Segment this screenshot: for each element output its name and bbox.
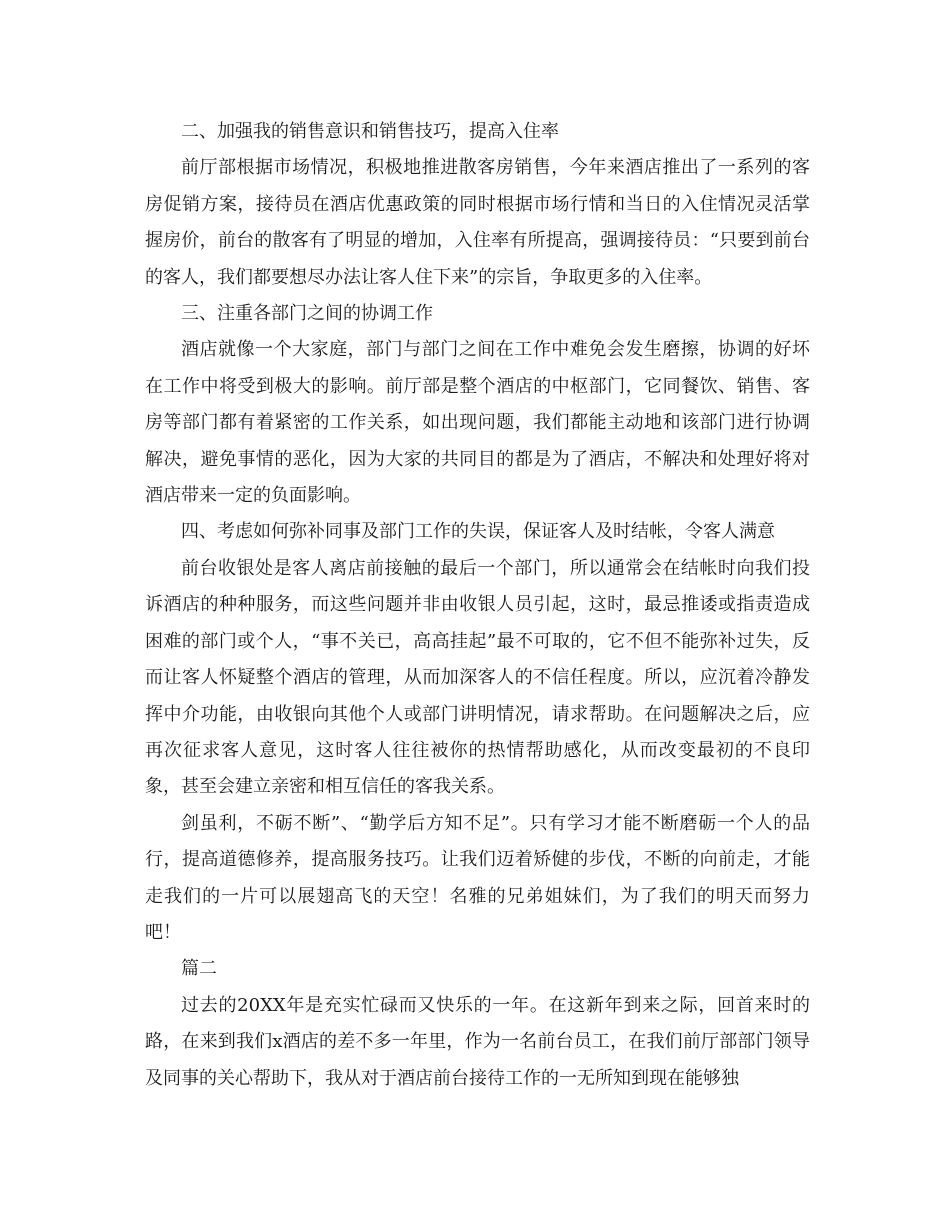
paragraph-cashier: 前台收银处是客人离店前接触的最后一个部门，所以通常会在结帐时向我们投诉酒店的种种服务，而这些问题并非由收银人员引起，这时，最忌推诿或指责造成困难的部门或个人，“事不关已，高高挂起”最不可取的，它不但不能弥补过失，反而让客人怀疑整个酒店的管理，从而加深客人的不信任程度。所以，应沉着冷静发挥中介功能，由收银向其他个人或部门讲明情况，请求帮助。在问题解决之后，应再次征求客人意见，这时客人往往被你的热情帮助感化，从而改变最初的不良印象，甚至会建立亲密和相互信任的客我关系。 xyxy=(145,557,810,798)
heading-checkout-mistakes: 四、考虑如何弥补同事及部门工作的失误，保证客人及时结帐，令客人满意 xyxy=(181,521,775,543)
heading-department-coordination: 三、注重各部门之间的协调工作 xyxy=(181,303,433,325)
section-title-part-two: 篇二 xyxy=(181,958,217,980)
paragraph-year-review: 过去的20XX年是充实忙碌而又快乐的一年。在这新年到来之际，回首来时的路，在来到我们x酒店的差不多一年里，作为一名前台员工，在我们前厅部部门领导及同事的关心帮助下，我从对于酒店前台接待工作的一无所知到现在能够独 xyxy=(145,994,810,1089)
heading-sales-awareness: 二、加强我的销售意识和销售技巧，提高入住率 xyxy=(181,121,559,142)
paragraph-coordination: 酒店就像一个大家庭，部门与部门之间在工作中难免会发生磨擦，协调的好坏在工作中将受到极大的影响。前厅部是整个酒店的中枢部门，它同餐饮、销售、客房等部门都有着紧密的工作关系，如出现问题，我们都能主动地和该部门进行协调解决，避免事情的恶化，因为大家的共同目的都是为了酒店，不解决和处理好将对酒店带来一定的负面影响。 xyxy=(145,339,810,507)
document-page xyxy=(145,114,810,1097)
paragraph-room-sales: 前厅部根据市场情况，积极地推进散客房销售，今年来酒店推出了一系列的客房促销方案，接待员在酒店优惠政策的同时根据市场行情和当日的入住情况灵活掌握房价，前台的散客有了明显的增加，入住率有所提高，强调接待员：“只要到前台的客人，我们都要想尽办法让客人住下来”的宗旨，争取更多的入住率。 xyxy=(145,157,810,288)
paragraph-learning: 剑虽利，不砺不断”、“勤学后方知不足”。只有学习才能不断磨砺一个人的品行，提高道德修养，提高服务技巧。让我们迈着矫健的步伐，不断的向前走，才能走我们的一片可以展翅高飞的天空！名雅的兄弟姐妹们，为了我们的明天而努力吧！ xyxy=(145,812,810,943)
